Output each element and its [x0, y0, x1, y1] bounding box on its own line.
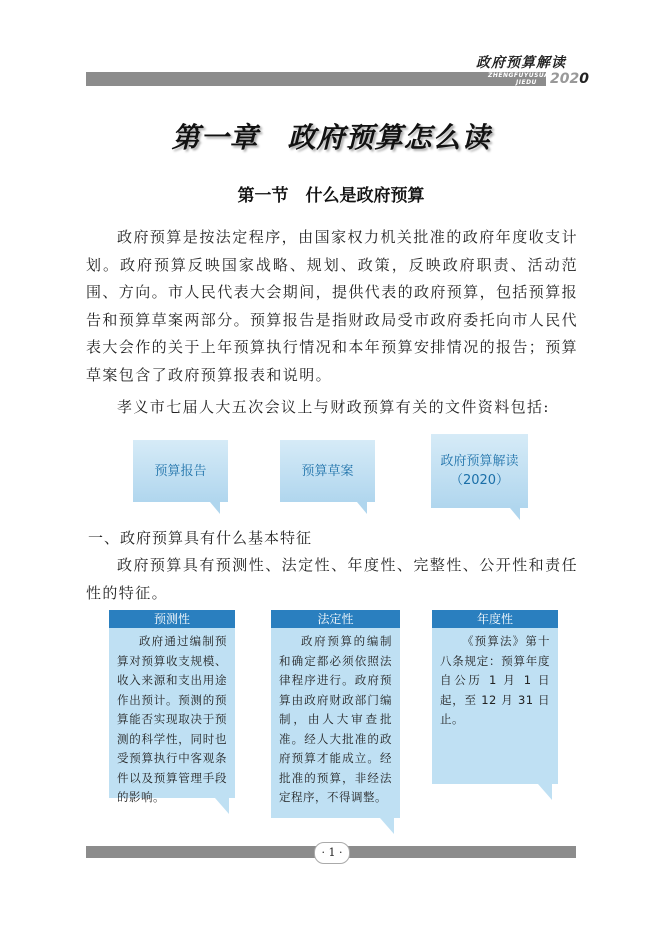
- header-subtitle-line2: JIEDU: [516, 79, 537, 86]
- chapter-title: 第一章 政府预算怎么读: [171, 121, 491, 154]
- feature-title: 法定性: [271, 610, 400, 628]
- callout-tail: [357, 502, 367, 514]
- doc-box-budget-interpretation: [431, 434, 528, 508]
- callout-tail: [380, 818, 394, 834]
- header-year: [550, 71, 589, 87]
- paragraph-characteristics: 政府预算具有预测性、法定性、年度性、完整性、公开性和责任性的特征。: [86, 556, 578, 602]
- doc-box-label: 预算报告: [154, 463, 207, 479]
- callout-tail: [538, 784, 552, 800]
- doc-box-label-year: （2020）: [449, 473, 510, 488]
- feature-title: 预测性: [109, 610, 235, 628]
- header-year-tail: 0: [579, 71, 589, 87]
- callout-tail: [215, 798, 229, 814]
- feature-body: 政府通过编制预算对预算收支规模、收入来源和支出用途作出预计。预测的预算能否实现取决于预测的科学性，同时也受预算执行中客观条件以及预算管理手段的影响。: [117, 634, 227, 804]
- feature-title: 年度性: [432, 610, 558, 628]
- doc-box-label: 预算草案: [301, 463, 354, 479]
- feature-body: 《预算法》第十八条规定：预算年度自公历 1 月 1 日起，至 12 月 31 日止。: [440, 634, 550, 726]
- header-title: 政府预算解读: [476, 55, 566, 71]
- paragraph-documents-intro: 孝义市七届人大五次会议上与财政预算有关的文件资料包括:: [117, 398, 550, 416]
- doc-box-budget-report: [133, 440, 228, 502]
- feature-box-predictability: [109, 610, 235, 804]
- page-number: · 1 ·: [314, 842, 350, 864]
- subheading-characteristics: 一、政府预算具有什么基本特征: [88, 529, 313, 547]
- header-bar: [86, 72, 546, 86]
- header-subtitle-line1: ZHENGFUYUSUAN: [488, 72, 555, 79]
- header-year-main: 202: [550, 71, 580, 87]
- feature-box-legality: [271, 610, 400, 818]
- paragraph-definition: 政府预算是按法定程序，由国家权力机关批准的政府年度收支计划。政府预算反映国家战略、规划、政策，反映政府职责、活动范围、方向。市人民代表大会期间，提供代表的政府预算，包括预算报告和预算草案两部分。预算报告是指财政局受市政府委托向市人民代表大会作的关于上年预算执行情况和本年预算安排情况的报告；预算草案包含了政府预算报表和说明。: [86, 228, 579, 384]
- doc-box-label: 政府预算解读: [440, 454, 519, 469]
- callout-tail: [510, 508, 520, 520]
- section-title: 第一节 什么是政府预算: [237, 186, 425, 206]
- feature-body: 政府预算的编制和确定都必须依照法律程序进行。政府预算由政府财政部门编制，由人大审查批准。经人大批准的政府预算才能成立。经批准的预算，非经法定程序，不得调整。: [279, 634, 392, 804]
- doc-box-budget-draft: [280, 440, 375, 502]
- feature-box-annuality: [432, 610, 558, 784]
- header-subtitle: [488, 72, 555, 86]
- callout-tail: [210, 502, 220, 514]
